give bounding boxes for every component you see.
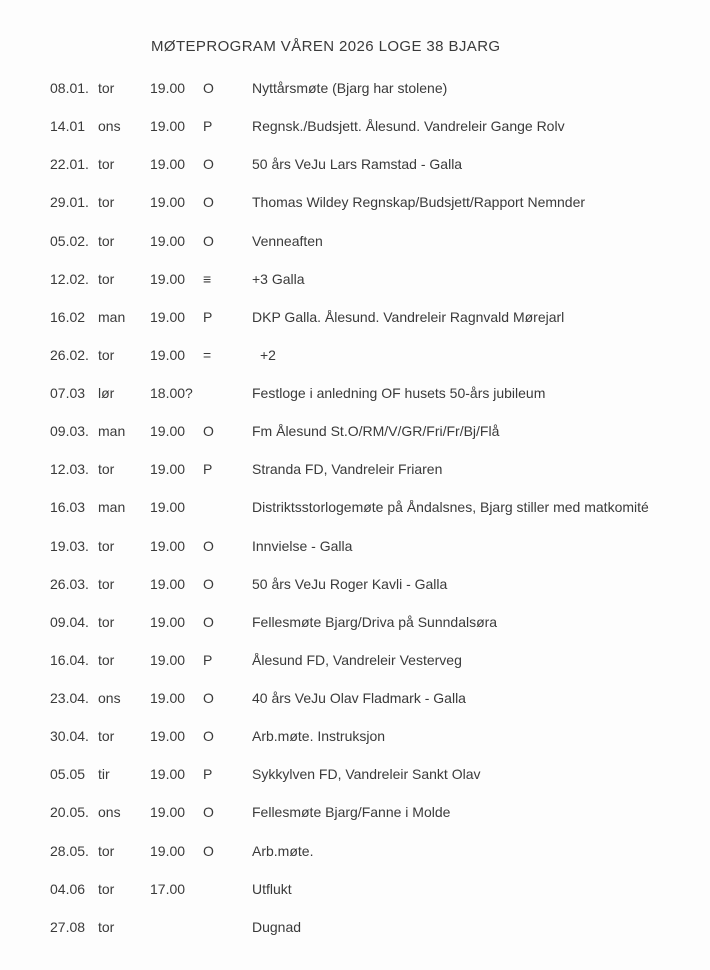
schedule-row xyxy=(50,577,700,615)
row-code: O xyxy=(203,232,214,249)
row-day: ons xyxy=(98,690,121,706)
row-code: P xyxy=(203,461,213,478)
row-description: Distriktsstorlogemøte på Åndalsnes, Bjarg stiller med matkomité xyxy=(252,499,649,516)
row-description: Fm Ålesund St.O/RM/V/GR/Fri/Fr/Bj/Flå xyxy=(252,423,500,440)
row-date: 29.01. xyxy=(50,194,89,211)
row-day: tor xyxy=(98,728,115,745)
row-description: Thomas Wildey Regnskap/Budsjett/Rapport Nemnder xyxy=(252,194,586,211)
row-day: tor xyxy=(98,575,115,592)
row-time: 19.00 xyxy=(150,842,186,859)
row-time: 19.00 xyxy=(150,728,186,745)
row-description: +2 xyxy=(260,346,276,363)
row-description: Regnsk./Budsjett. Ålesund. Vandreleir Gange Rolv xyxy=(252,118,565,135)
row-day: tor xyxy=(98,880,115,897)
row-day: man xyxy=(98,423,126,440)
row-time: 19.00 xyxy=(150,194,186,211)
row-code: O xyxy=(203,728,214,745)
row-day: tor xyxy=(98,842,115,859)
schedule-row xyxy=(50,767,700,805)
row-description: Arb.møte. Instruksjon xyxy=(252,728,386,745)
schedule-row xyxy=(50,81,700,119)
row-code: O xyxy=(203,842,214,859)
schedule-row xyxy=(50,844,700,882)
schedule-row xyxy=(50,234,700,272)
schedule-row xyxy=(50,348,700,386)
row-day: tor xyxy=(98,80,115,96)
row-code: O xyxy=(203,804,214,821)
row-code: O xyxy=(203,80,214,96)
schedule-row xyxy=(50,386,700,424)
row-day: lør xyxy=(98,385,115,401)
row-date: 16.03 xyxy=(50,499,86,516)
row-date: 26.03. xyxy=(50,575,89,592)
row-time: 19.00 xyxy=(150,232,186,249)
row-description: Fellesmøte Bjarg/Driva på Sunndalsøra xyxy=(252,613,498,630)
row-code: P xyxy=(203,651,213,668)
row-date: 14.01 xyxy=(50,118,86,135)
row-date: 27.08 xyxy=(50,918,86,935)
row-time: 19.00 xyxy=(150,575,186,592)
row-day: ons xyxy=(98,804,121,821)
row-description: 40 års VeJu Olav Fladmark - Galla xyxy=(252,690,466,706)
row-date: 05.05 xyxy=(50,766,86,783)
row-date: 08.01. xyxy=(50,80,89,96)
schedule-row xyxy=(50,920,700,958)
row-code: O xyxy=(203,613,214,630)
row-date: 12.02. xyxy=(50,270,89,287)
row-time: 19.00 xyxy=(150,651,186,668)
row-description: Dugnad xyxy=(252,918,302,935)
row-code: O xyxy=(203,194,214,211)
schedule-row xyxy=(50,462,700,500)
row-day: tor xyxy=(98,537,115,554)
row-day: tir xyxy=(98,766,110,783)
row-time: 19.00 xyxy=(150,499,186,516)
row-time: 19.00 xyxy=(150,766,186,783)
row-day: tor xyxy=(98,156,115,173)
row-code: O xyxy=(203,423,214,440)
row-day: tor xyxy=(98,461,115,478)
row-code: = xyxy=(203,346,212,363)
row-description: Ålesund FD, Vandreleir Vesterveg xyxy=(252,651,462,668)
row-day: tor xyxy=(98,346,115,363)
page-title: MØTEPROGRAM VÅREN 2026 LOGE 38 BJARG xyxy=(151,38,501,55)
row-date: 26.02. xyxy=(50,346,89,363)
row-code: P xyxy=(203,766,213,783)
schedule-row xyxy=(50,119,700,157)
row-date: 30.04. xyxy=(50,728,89,745)
row-time: 19.00 xyxy=(150,690,186,706)
schedule-row xyxy=(50,424,700,462)
row-code: P xyxy=(203,308,213,325)
row-time: 19.00 xyxy=(150,346,186,363)
schedule-row xyxy=(50,805,700,843)
row-day: tor xyxy=(98,918,115,935)
schedule-row xyxy=(50,691,700,729)
row-code: O xyxy=(203,156,214,173)
row-date: 19.03. xyxy=(50,537,89,554)
row-day: ons xyxy=(98,118,121,135)
row-description: Festloge i anledning OF husets 50-års jubileum xyxy=(252,385,546,401)
row-time: 18.00? xyxy=(150,385,193,401)
row-description: Utflukt xyxy=(252,880,292,897)
row-day: tor xyxy=(98,194,115,211)
row-time: 19.00 xyxy=(150,156,186,173)
row-day: tor xyxy=(98,613,115,630)
row-description: Innvielse - Galla xyxy=(252,537,353,554)
row-code: ≡ xyxy=(203,270,212,287)
schedule-list xyxy=(50,81,700,958)
schedule-row xyxy=(50,310,700,348)
schedule-row xyxy=(50,653,700,691)
row-time: 19.00 xyxy=(150,270,186,287)
schedule-row xyxy=(50,195,700,233)
row-date: 20.05. xyxy=(50,804,89,821)
row-description: Fellesmøte Bjarg/Fanne i Molde xyxy=(252,804,451,821)
row-day: tor xyxy=(98,270,115,287)
row-time: 19.00 xyxy=(150,308,186,325)
row-date: 05.02. xyxy=(50,232,89,249)
row-time: 19.00 xyxy=(150,613,186,630)
row-date: 28.05. xyxy=(50,842,89,859)
row-description: 50 års VeJu Roger Kavli - Galla xyxy=(252,575,448,592)
schedule-row xyxy=(50,157,700,195)
row-date: 04.06 xyxy=(50,880,86,897)
row-code: O xyxy=(203,537,214,554)
row-description: +3 Galla xyxy=(252,270,305,287)
row-day: man xyxy=(98,499,126,516)
row-time: 17.00 xyxy=(150,880,186,897)
row-date: 23.04. xyxy=(50,690,89,706)
schedule-row xyxy=(50,882,700,920)
schedule-row xyxy=(50,615,700,653)
row-date: 16.04. xyxy=(50,651,89,668)
row-description: 50 års VeJu Lars Ramstad - Galla xyxy=(252,156,463,173)
row-day: tor xyxy=(98,232,115,249)
row-time: 19.00 xyxy=(150,423,186,440)
row-time: 19.00 xyxy=(150,804,186,821)
row-date: 16.02 xyxy=(50,308,86,325)
row-date: 22.01. xyxy=(50,156,89,173)
row-code: O xyxy=(203,575,214,592)
row-date: 09.04. xyxy=(50,613,89,630)
schedule-row xyxy=(50,500,700,538)
row-description: Arb.møte. xyxy=(252,842,314,859)
row-description: Nyttårsmøte (Bjarg har stolene) xyxy=(252,80,448,96)
row-date: 09.03. xyxy=(50,423,89,440)
row-description: Venneaften xyxy=(252,232,323,249)
row-time: 19.00 xyxy=(150,80,186,96)
schedule-row xyxy=(50,729,700,767)
row-date: 07.03 xyxy=(50,385,86,401)
row-date: 12.03. xyxy=(50,461,89,478)
row-description: Stranda FD, Vandreleir Friaren xyxy=(252,461,443,478)
row-description: DKP Galla. Ålesund. Vandreleir Ragnvald Mørejarl xyxy=(252,308,565,325)
row-time: 19.00 xyxy=(150,461,186,478)
row-code: O xyxy=(203,690,214,706)
row-code: P xyxy=(203,118,213,135)
row-description: Sykkylven FD, Vandreleir Sankt Olav xyxy=(252,766,481,783)
schedule-row xyxy=(50,272,700,310)
schedule-row xyxy=(50,539,700,577)
row-time: 19.00 xyxy=(150,118,186,135)
row-day: man xyxy=(98,308,126,325)
row-day: tor xyxy=(98,651,115,668)
row-time: 19.00 xyxy=(150,537,186,554)
